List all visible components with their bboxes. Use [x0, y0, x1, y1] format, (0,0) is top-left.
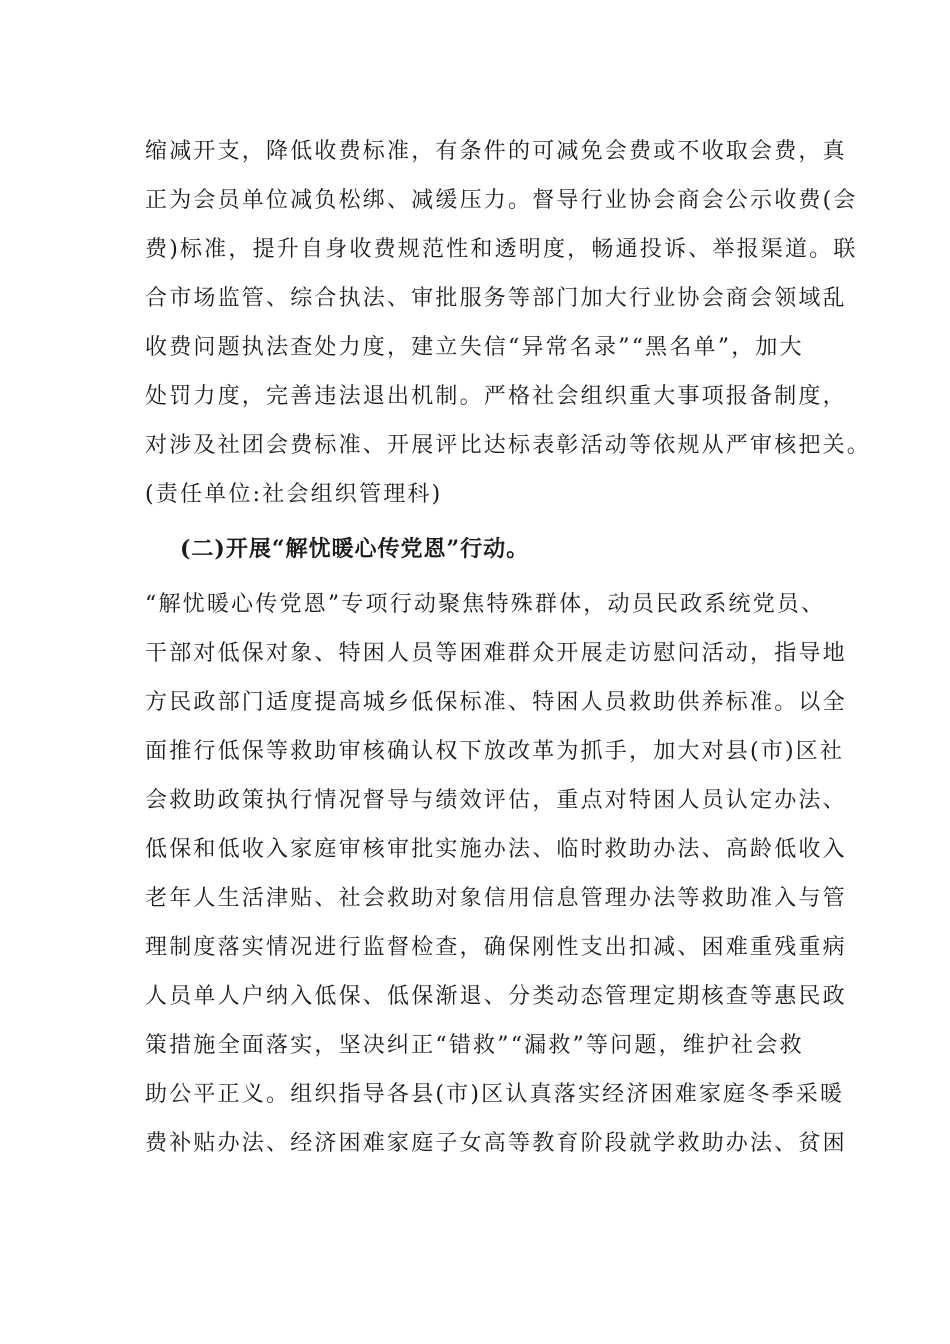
para1-line-6: 处罚力度，完善违法退出机制。严格社会组织重大事项报备制度， — [145, 384, 847, 409]
para1-line-7: 对涉及社团会费标准、开展评比达标表彰活动等依规从严审核把关。 — [145, 433, 872, 458]
para1-line-2: 正为会员单位减负松绑、减缓压力。督导行业协会商会公示收费(会 — [145, 188, 858, 213]
para2-line-9: 人员单人户纳入低保、低保渐退、分类动态管理定期核查等惠民政 — [145, 984, 847, 1009]
para1-line-5: 收费问题执法查处力度，建立失信“异常名录”“黑名单”，加大 — [145, 335, 804, 360]
para2-line-5: 会救助政策执行情况督导与绩效评估，重点对特困人员认定办法、 — [145, 788, 847, 813]
para2-line-12: 费补贴办法、经济困难家庭子女高等教育阶段就学救助办法、贫困 — [145, 1131, 847, 1156]
section-heading: (二)开展“解忧暖心传党恩”行动。 — [180, 536, 530, 562]
para2-line-8: 理制度落实情况进行监督检查，确保刚性支出扣减、困难重残重病 — [145, 935, 847, 960]
para1-line-3: 费)标准，提升自身收费规范性和透明度，畅通投诉、举报渠道。联 — [145, 237, 858, 262]
para2-line-11: 助公平正义。组织指导各县(市)区认真落实经济困难家庭冬季采暖 — [145, 1082, 845, 1107]
para1-line-4: 合市场监管、综合执法、审批服务等部门加大行业协会商会领域乱 — [145, 286, 847, 311]
para2-line-6: 低保和低收入家庭审核审批实施办法、临时救助办法、高龄低收入 — [145, 837, 847, 862]
para1-line-1: 缩减开支，降低收费标准，有条件的可减免会费或不收取会费，真 — [145, 139, 847, 164]
para2-line-10: 策措施全面落实，坚决纠正“错救”“漏救”等问题，维护社会救 — [145, 1033, 804, 1058]
para2-line-7: 老年人生活津贴、社会救助对象信用信息管理办法等救助准入与管 — [145, 886, 847, 911]
para2-line-2: 干部对低保对象、特困人员等困难群众开展走访慰问活动，指导地 — [145, 641, 847, 666]
para2-line-4: 面推行低保等救助审核确认权下放改革为抓手，加大对县(市)区社 — [145, 739, 845, 764]
para2-line-1: “解忧暖心传党恩”专项行动聚焦特殊群体，动员民政系统党员、 — [145, 592, 826, 617]
para2-line-3: 方民政部门适度提高城乡低保标准、特困人员救助供养标准。以全 — [145, 690, 847, 715]
para1-line-8: (责任单位:社会组织管理科) — [145, 482, 443, 507]
